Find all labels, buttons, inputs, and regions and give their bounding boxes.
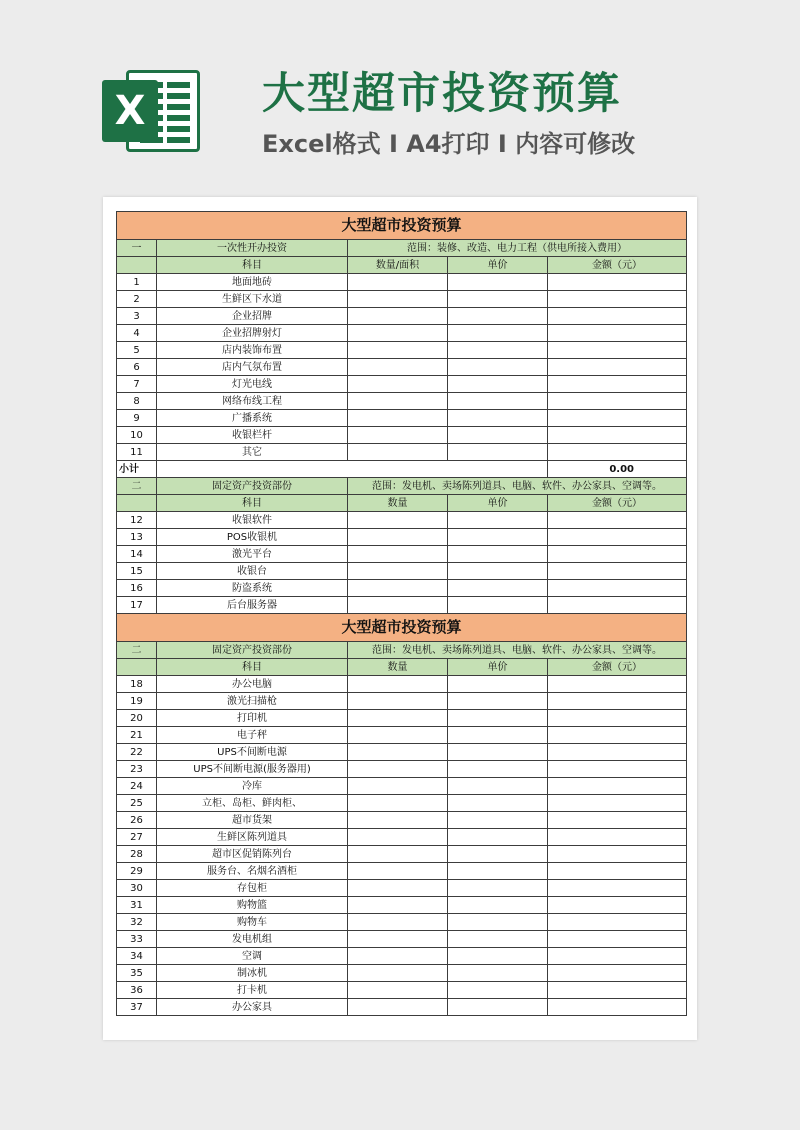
quantity-cell[interactable]	[348, 376, 448, 393]
quantity-cell[interactable]	[348, 710, 448, 727]
unit-price-cell[interactable]	[448, 897, 548, 914]
amount-cell[interactable]	[548, 795, 687, 812]
unit-price-cell[interactable]	[448, 274, 548, 291]
subtotal-row	[117, 461, 687, 478]
budget-table	[116, 211, 687, 1016]
amount-cell[interactable]	[548, 812, 687, 829]
table-row	[117, 393, 687, 410]
row-number[interactable]: 24	[117, 778, 157, 795]
table-row	[117, 359, 687, 376]
quantity-cell[interactable]	[348, 342, 448, 359]
unit-price-cell[interactable]	[448, 597, 548, 614]
quantity-cell[interactable]	[348, 529, 448, 546]
column-header[interactable]: 金额（元）	[548, 495, 687, 512]
row-number[interactable]: 10	[117, 427, 157, 444]
row-number[interactable]: 5	[117, 342, 157, 359]
amount-cell[interactable]	[548, 829, 687, 846]
amount-cell[interactable]	[548, 342, 687, 359]
item-name[interactable]: 冷库	[157, 778, 348, 795]
amount-cell[interactable]	[548, 291, 687, 308]
unit-price-cell[interactable]	[448, 982, 548, 999]
unit-price-cell[interactable]	[448, 580, 548, 597]
item-name[interactable]: 店内气氛布置	[157, 359, 348, 376]
quantity-cell[interactable]	[348, 863, 448, 880]
unit-price-cell[interactable]	[448, 325, 548, 342]
column-header[interactable]: 科目	[157, 495, 348, 512]
table-row	[117, 727, 687, 744]
item-name[interactable]: 防盗系统	[157, 580, 348, 597]
row-number[interactable]: 16	[117, 580, 157, 597]
unit-price-cell[interactable]	[448, 427, 548, 444]
row-number[interactable]: 9	[117, 410, 157, 427]
table-row	[117, 325, 687, 342]
column-header[interactable]: 数量/面积	[348, 257, 448, 274]
item-name[interactable]: 灯光电线	[157, 376, 348, 393]
item-name[interactable]: 电子秤	[157, 727, 348, 744]
row-number[interactable]: 19	[117, 693, 157, 710]
quantity-cell[interactable]	[348, 274, 448, 291]
row-number[interactable]: 17	[117, 597, 157, 614]
excel-logo-icon: X	[102, 66, 202, 156]
unit-price-cell[interactable]	[448, 546, 548, 563]
quantity-cell[interactable]	[348, 795, 448, 812]
item-name[interactable]: 购物篮	[157, 897, 348, 914]
amount-cell[interactable]	[548, 999, 687, 1016]
row-number[interactable]: 27	[117, 829, 157, 846]
unit-price-cell[interactable]	[448, 744, 548, 761]
row-number[interactable]: 31	[117, 897, 157, 914]
unit-price-cell[interactable]	[448, 359, 548, 376]
amount-cell[interactable]	[548, 931, 687, 948]
row-number[interactable]: 20	[117, 710, 157, 727]
amount-cell[interactable]	[548, 546, 687, 563]
unit-price-cell[interactable]	[448, 376, 548, 393]
column-header-row	[117, 659, 687, 676]
sheet-title[interactable]: 大型超市投资预算	[117, 212, 687, 240]
section-header-row	[117, 478, 687, 495]
column-header[interactable]: 科目	[157, 659, 348, 676]
item-name[interactable]: 广播系统	[157, 410, 348, 427]
quantity-cell[interactable]	[348, 410, 448, 427]
unit-price-cell[interactable]	[448, 880, 548, 897]
quantity-cell[interactable]	[348, 393, 448, 410]
item-name[interactable]: UPS不间断电源	[157, 744, 348, 761]
table-row	[117, 274, 687, 291]
item-name[interactable]: 空调	[157, 948, 348, 965]
amount-cell[interactable]	[548, 897, 687, 914]
unit-price-cell[interactable]	[448, 710, 548, 727]
quantity-cell[interactable]	[348, 359, 448, 376]
item-name[interactable]: 激光平台	[157, 546, 348, 563]
item-name[interactable]: 办公电脑	[157, 676, 348, 693]
section-name[interactable]: 固定资产投资部份	[157, 642, 348, 659]
table-row	[117, 693, 687, 710]
row-number[interactable]: 8	[117, 393, 157, 410]
subtotal-value[interactable]: 0.00	[548, 461, 687, 478]
page-title: 大型超市投资预算	[262, 69, 622, 119]
item-name[interactable]: 存包柜	[157, 880, 348, 897]
quantity-cell[interactable]	[348, 744, 448, 761]
unit-price-cell[interactable]	[448, 761, 548, 778]
table-row	[117, 897, 687, 914]
item-name[interactable]: 制冰机	[157, 965, 348, 982]
item-name[interactable]: 其它	[157, 444, 348, 461]
column-header[interactable]: 单价	[448, 495, 548, 512]
amount-cell[interactable]	[548, 914, 687, 931]
quantity-cell[interactable]	[348, 931, 448, 948]
quantity-cell[interactable]	[348, 829, 448, 846]
item-name[interactable]: POS收银机	[157, 529, 348, 546]
quantity-cell[interactable]	[348, 761, 448, 778]
column-header[interactable]: 单价	[448, 659, 548, 676]
unit-price-cell[interactable]	[448, 931, 548, 948]
row-number[interactable]: 33	[117, 931, 157, 948]
section-number[interactable]: 二	[117, 478, 157, 495]
amount-cell[interactable]	[548, 948, 687, 965]
amount-cell[interactable]	[548, 410, 687, 427]
quantity-cell[interactable]	[348, 897, 448, 914]
amount-cell[interactable]	[548, 427, 687, 444]
section-number[interactable]: 一	[117, 240, 157, 257]
row-number[interactable]: 11	[117, 444, 157, 461]
table-row	[117, 812, 687, 829]
amount-cell[interactable]	[548, 778, 687, 795]
row-number[interactable]: 6	[117, 359, 157, 376]
amount-cell[interactable]	[548, 727, 687, 744]
amount-cell[interactable]	[548, 982, 687, 999]
item-name[interactable]: 收银台	[157, 563, 348, 580]
item-name[interactable]: 生鲜区陈列道具	[157, 829, 348, 846]
unit-price-cell[interactable]	[448, 693, 548, 710]
quantity-cell[interactable]	[348, 325, 448, 342]
unit-price-cell[interactable]	[448, 846, 548, 863]
table-row	[117, 529, 687, 546]
row-number[interactable]: 3	[117, 308, 157, 325]
unit-price-cell[interactable]	[448, 795, 548, 812]
amount-cell[interactable]	[548, 846, 687, 863]
quantity-cell[interactable]	[348, 444, 448, 461]
unit-price-cell[interactable]	[448, 829, 548, 846]
quantity-cell[interactable]	[348, 546, 448, 563]
item-name[interactable]: 办公家具	[157, 999, 348, 1016]
column-header-row	[117, 495, 687, 512]
header-blank[interactable]	[117, 495, 157, 512]
amount-cell[interactable]	[548, 325, 687, 342]
quantity-cell[interactable]	[348, 308, 448, 325]
table-row	[117, 410, 687, 427]
amount-cell[interactable]	[548, 863, 687, 880]
quantity-cell[interactable]	[348, 982, 448, 999]
subtotal-label[interactable]: 小计	[117, 461, 157, 478]
quantity-cell[interactable]	[348, 563, 448, 580]
unit-price-cell[interactable]	[448, 529, 548, 546]
sheet-title-row	[117, 614, 687, 642]
item-name[interactable]: UPS不间断电源(服务器用)	[157, 761, 348, 778]
row-number[interactable]: 13	[117, 529, 157, 546]
table-row	[117, 342, 687, 359]
table-row	[117, 880, 687, 897]
unit-price-cell[interactable]	[448, 291, 548, 308]
amount-cell[interactable]	[548, 710, 687, 727]
quantity-cell[interactable]	[348, 676, 448, 693]
row-number[interactable]: 23	[117, 761, 157, 778]
quantity-cell[interactable]	[348, 778, 448, 795]
quantity-cell[interactable]	[348, 693, 448, 710]
amount-cell[interactable]	[548, 597, 687, 614]
row-number[interactable]: 18	[117, 676, 157, 693]
column-header[interactable]: 数量	[348, 659, 448, 676]
banner	[0, 0, 800, 185]
section-scope[interactable]: 范围：发电机、卖场陈列道具、电脑、软件、办公家具、空调等。	[348, 478, 687, 495]
section-name[interactable]: 固定资产投资部份	[157, 478, 348, 495]
row-number[interactable]: 2	[117, 291, 157, 308]
row-number[interactable]: 30	[117, 880, 157, 897]
unit-price-cell[interactable]	[448, 948, 548, 965]
table-row	[117, 778, 687, 795]
amount-cell[interactable]	[548, 580, 687, 597]
table-row	[117, 982, 687, 999]
amount-cell[interactable]	[548, 274, 687, 291]
column-header[interactable]: 单价	[448, 257, 548, 274]
column-header[interactable]: 数量	[348, 495, 448, 512]
sheet-title-row	[117, 212, 687, 240]
unit-price-cell[interactable]	[448, 812, 548, 829]
unit-price-cell[interactable]	[448, 999, 548, 1016]
quantity-cell[interactable]	[348, 914, 448, 931]
row-number[interactable]: 36	[117, 982, 157, 999]
item-name[interactable]: 激光扫描枪	[157, 693, 348, 710]
row-number[interactable]: 1	[117, 274, 157, 291]
amount-cell[interactable]	[548, 376, 687, 393]
quantity-cell[interactable]	[348, 812, 448, 829]
section-scope[interactable]: 范围：发电机、卖场陈列道具、电脑、软件、办公家具、空调等。	[348, 642, 687, 659]
table-row	[117, 444, 687, 461]
item-name[interactable]: 企业招牌射灯	[157, 325, 348, 342]
item-name[interactable]: 打卡机	[157, 982, 348, 999]
unit-price-cell[interactable]	[448, 965, 548, 982]
row-number[interactable]: 15	[117, 563, 157, 580]
row-number[interactable]: 22	[117, 744, 157, 761]
section-header-row	[117, 642, 687, 659]
row-number[interactable]: 4	[117, 325, 157, 342]
unit-price-cell[interactable]	[448, 410, 548, 427]
table-row	[117, 563, 687, 580]
table-row	[117, 597, 687, 614]
quantity-cell[interactable]	[348, 597, 448, 614]
row-number[interactable]: 7	[117, 376, 157, 393]
amount-cell[interactable]	[548, 529, 687, 546]
section-number[interactable]: 二	[117, 642, 157, 659]
table-row	[117, 761, 687, 778]
item-name[interactable]: 收银栏杆	[157, 427, 348, 444]
table-row	[117, 863, 687, 880]
table-row	[117, 512, 687, 529]
amount-cell[interactable]	[548, 744, 687, 761]
table-row	[117, 931, 687, 948]
amount-cell[interactable]	[548, 965, 687, 982]
row-number[interactable]: 37	[117, 999, 157, 1016]
row-number[interactable]: 34	[117, 948, 157, 965]
unit-price-cell[interactable]	[448, 308, 548, 325]
amount-cell[interactable]	[548, 693, 687, 710]
amount-cell[interactable]	[548, 444, 687, 461]
table-row	[117, 546, 687, 563]
quantity-cell[interactable]	[348, 580, 448, 597]
amount-cell[interactable]	[548, 393, 687, 410]
amount-cell[interactable]	[548, 563, 687, 580]
item-name[interactable]: 立柜、岛柜、鲜肉柜、	[157, 795, 348, 812]
row-number[interactable]: 21	[117, 727, 157, 744]
quantity-cell[interactable]	[348, 512, 448, 529]
item-name[interactable]: 收银软件	[157, 512, 348, 529]
column-header[interactable]: 金额（元）	[548, 659, 687, 676]
unit-price-cell[interactable]	[448, 393, 548, 410]
row-number[interactable]: 29	[117, 863, 157, 880]
amount-cell[interactable]	[548, 676, 687, 693]
subtotal-blank[interactable]	[157, 461, 548, 478]
amount-cell[interactable]	[548, 512, 687, 529]
unit-price-cell[interactable]	[448, 863, 548, 880]
column-header-row	[117, 257, 687, 274]
quantity-cell[interactable]	[348, 727, 448, 744]
unit-price-cell[interactable]	[448, 342, 548, 359]
spreadsheet-page	[103, 197, 697, 1040]
amount-cell[interactable]	[548, 880, 687, 897]
table-row	[117, 965, 687, 982]
quantity-cell[interactable]	[348, 965, 448, 982]
item-name[interactable]: 超市区促销陈列台	[157, 846, 348, 863]
table-row	[117, 744, 687, 761]
table-row	[117, 427, 687, 444]
section-scope[interactable]: 范围：装修、改造、电力工程（供电所接入费用）	[348, 240, 687, 257]
row-number[interactable]: 25	[117, 795, 157, 812]
item-name[interactable]: 生鲜区下水道	[157, 291, 348, 308]
unit-price-cell[interactable]	[448, 914, 548, 931]
table-row	[117, 308, 687, 325]
quantity-cell[interactable]	[348, 948, 448, 965]
section-header-row	[117, 240, 687, 257]
table-row	[117, 846, 687, 863]
unit-price-cell[interactable]	[448, 727, 548, 744]
section-name[interactable]: 一次性开办投资	[157, 240, 348, 257]
item-name[interactable]: 后台服务器	[157, 597, 348, 614]
quantity-cell[interactable]	[348, 999, 448, 1016]
table-row	[117, 914, 687, 931]
row-number[interactable]: 26	[117, 812, 157, 829]
header-blank[interactable]	[117, 659, 157, 676]
header-blank[interactable]	[117, 257, 157, 274]
row-number[interactable]: 12	[117, 512, 157, 529]
page-subtitle: Excel格式 I A4打印 I 内容可修改	[262, 130, 636, 158]
unit-price-cell[interactable]	[448, 676, 548, 693]
quantity-cell[interactable]	[348, 427, 448, 444]
item-name[interactable]: 超市货架	[157, 812, 348, 829]
table-row	[117, 376, 687, 393]
quantity-cell[interactable]	[348, 291, 448, 308]
row-number[interactable]: 32	[117, 914, 157, 931]
table-row	[117, 676, 687, 693]
item-name[interactable]: 发电机组	[157, 931, 348, 948]
table-row	[117, 948, 687, 965]
amount-cell[interactable]	[548, 761, 687, 778]
item-name[interactable]: 企业招牌	[157, 308, 348, 325]
item-name[interactable]: 地面地砖	[157, 274, 348, 291]
table-row	[117, 580, 687, 597]
table-row	[117, 999, 687, 1016]
row-number[interactable]: 14	[117, 546, 157, 563]
item-name[interactable]: 购物车	[157, 914, 348, 931]
unit-price-cell[interactable]	[448, 563, 548, 580]
item-name[interactable]: 店内装饰布置	[157, 342, 348, 359]
item-name[interactable]: 网络布线工程	[157, 393, 348, 410]
item-name[interactable]: 服务台、名烟名酒柜	[157, 863, 348, 880]
table-row	[117, 795, 687, 812]
table-row	[117, 710, 687, 727]
column-header[interactable]: 科目	[157, 257, 348, 274]
row-number[interactable]: 28	[117, 846, 157, 863]
quantity-cell[interactable]	[348, 880, 448, 897]
row-number[interactable]: 35	[117, 965, 157, 982]
sheet-title[interactable]: 大型超市投资预算	[117, 614, 687, 642]
amount-cell[interactable]	[548, 308, 687, 325]
table-row	[117, 291, 687, 308]
item-name[interactable]: 打印机	[157, 710, 348, 727]
column-header[interactable]: 金额（元）	[548, 257, 687, 274]
unit-price-cell[interactable]	[448, 444, 548, 461]
unit-price-cell[interactable]	[448, 512, 548, 529]
amount-cell[interactable]	[548, 359, 687, 376]
quantity-cell[interactable]	[348, 846, 448, 863]
table-row	[117, 829, 687, 846]
unit-price-cell[interactable]	[448, 778, 548, 795]
